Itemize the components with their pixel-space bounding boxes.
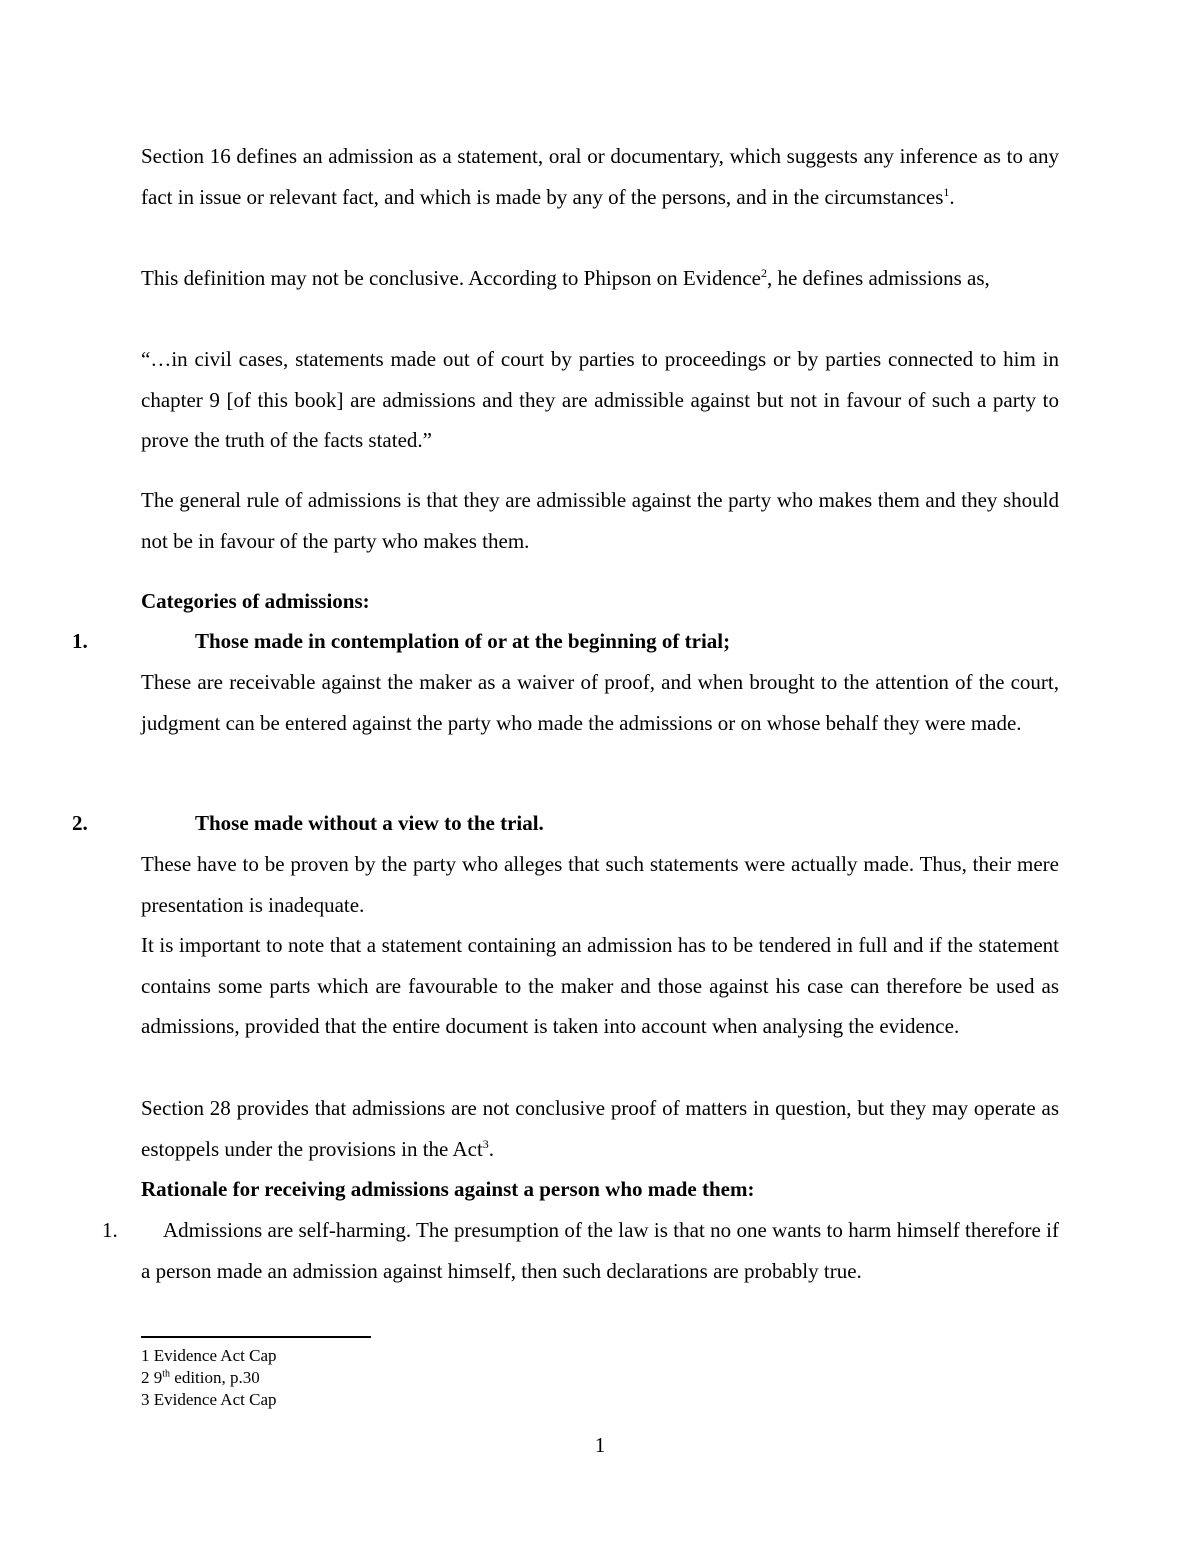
footnote-3: 3 Evidence Act Cap [141,1390,277,1409]
footnote-ref-2: 2 [760,266,767,280]
list-number-1: 1. [72,629,88,653]
footnote-1: 1 Evidence Act Cap [141,1346,277,1365]
category-2-description: These have to be proven by the party who alleges that such statements were actually made. Thus, their mere presentation is inadequate. [141,852,1059,917]
category-1-title: Those made in contemplation of or at the beginning of trial; [195,629,731,653]
footnote-ref-3: 3 [482,1136,489,1151]
heading-rationale: Rationale for receiving admissions against a person who made them: [141,1177,755,1201]
footnote-ref-1: 1 [943,184,950,199]
rationale-list-number-1: 1. [102,1218,118,1242]
paragraph-phipson-quote: “…in civil cases, statements made out of court by parties to proceedings or by parties connected to him in chapter 9 [of this book] are admissions and they are admissible against but not in favour of such a party to prove the truth of the facts stated.” [141,347,1059,452]
footnote-2: 2 9th edition, p.30 [141,1368,260,1387]
category-2-title: Those made without a view to the trial. [195,811,544,835]
heading-categories-of-admissions: Categories of admissions: [141,589,370,613]
paragraph-general-rule: The general rule of admissions is that they are admissible against the party who makes them and they should not be in favour of the party who makes them. [141,488,1059,553]
paragraph-section-28: Section 28 provides that admissions are not conclusive proof of matters in question, but they may operate as estoppels under the provisions in the Act$^3$. [141,1096,1059,1161]
footnote-separator [141,1336,371,1338]
page-number: 1 [594,1433,606,1457]
list-number-2: 2. [72,811,88,835]
paragraph-phipson-definition: This definition may not be conclusive. According to Phipson on Evidence$^2$, he defines admissions as, [141,266,990,290]
paragraph-tendered-in-full: It is important to note that a statement containing an admission has to be tendered in full and if the statement contains some parts which are favourable to the maker and those against his case can therefore be used as admissions, provided that the entire document is taken into account when analysing the evidence. [141,933,1059,1038]
paragraph-section-16-definition: Section 16 defines an admission as a statement, oral or documentary, which suggests any inference as to any fact in issue or relevant fact, and which is made by any of the persons, and in the circumstances$^1$. [141,144,1059,209]
category-1-description: These are receivable against the maker as a waiver of proof, and when brought to the attention of the court, judgment can be entered against the party who made the admissions or on whose behalf they were made. [141,670,1059,735]
rationale-item-1: Admissions are self-harming. The presumption of the law is that no one wants to harm himself therefore if a person made an admission against himself, then such declarations are probably true. [141,1218,1059,1283]
